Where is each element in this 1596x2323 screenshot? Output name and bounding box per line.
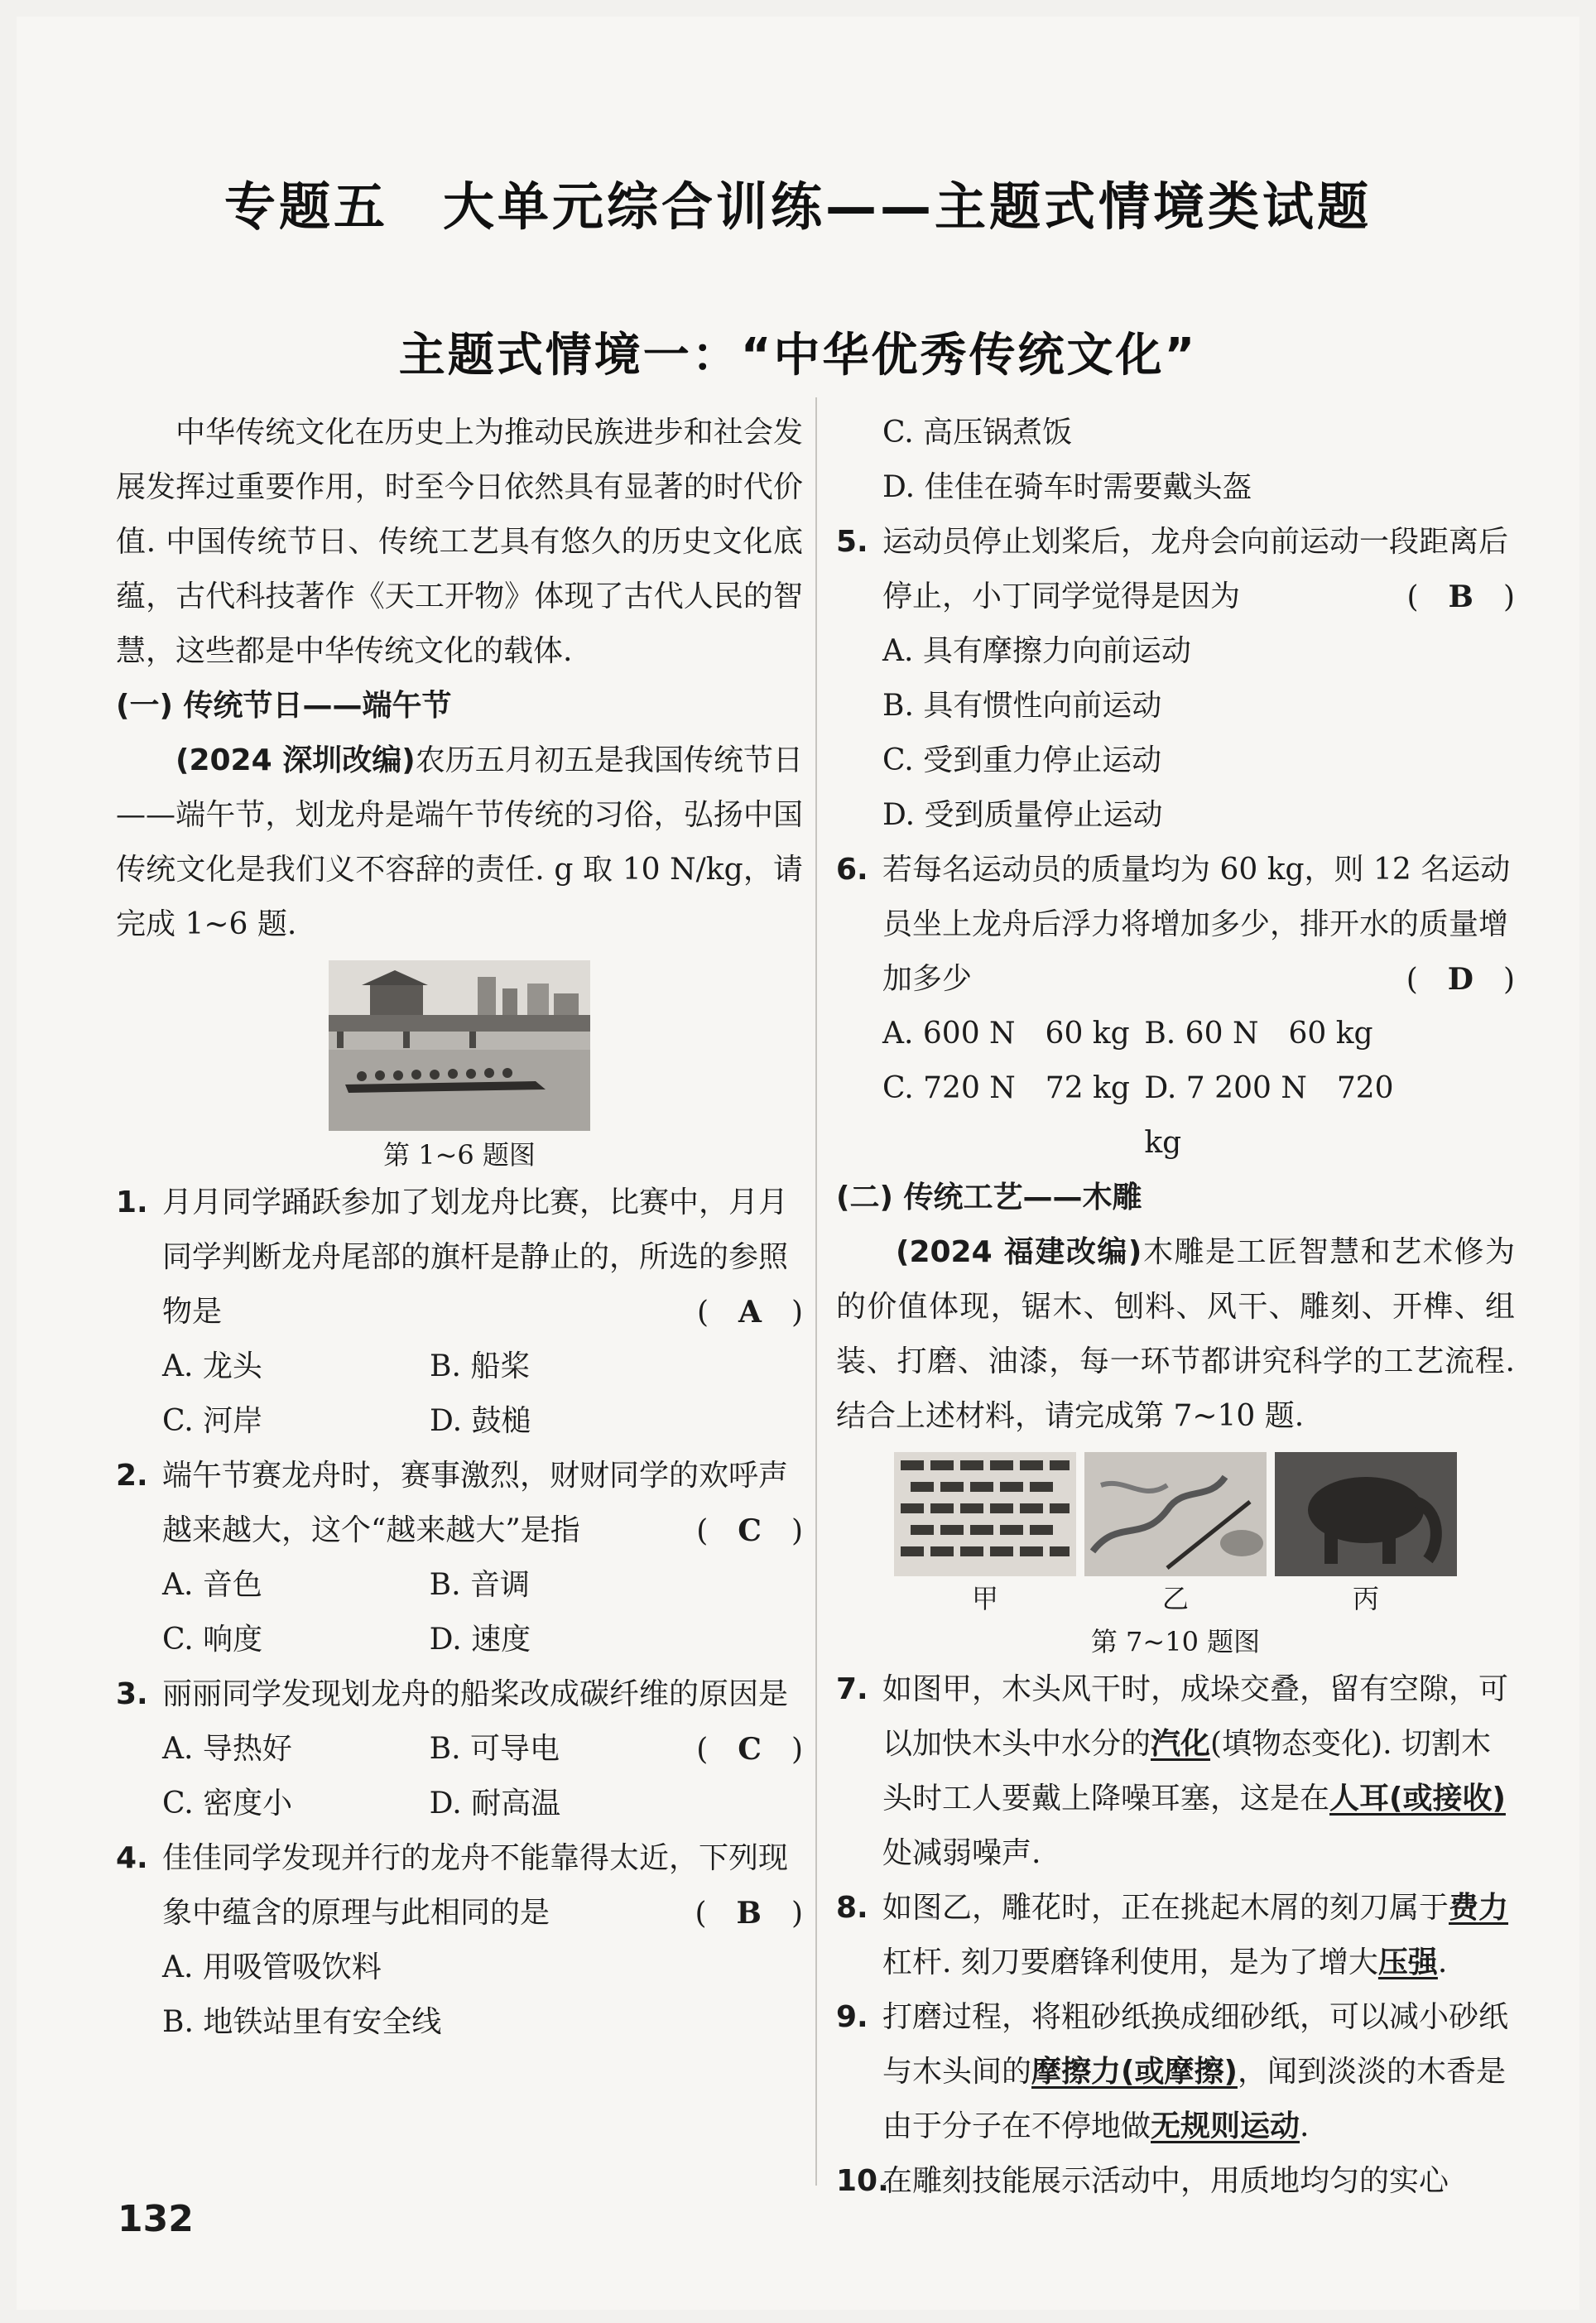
question-stem: 端午节赛龙舟时，赛事激烈，财财同学的欢呼声越来越大，这个“越来越大”是指 <box>162 1459 789 1547</box>
figure-jia-stacked-wood <box>894 1452 1076 1576</box>
question-text: 如图乙，雕花时，正在挑起木屑的刻刀属于 <box>882 1891 1449 1925</box>
question-text: 打磨过程，将粗砂纸换成细砂纸，可以减小砂纸与木头间的 <box>882 2000 1509 2089</box>
question-text: . <box>1300 2109 1310 2143</box>
question-text: 杠杆. 刻刀要磨锋利使用，是为了增大 <box>882 1945 1378 1979</box>
question-4 <box>116 1831 803 1941</box>
answer-bracket: ( D ) <box>1406 962 1515 997</box>
fill-answer: 摩擦力(或摩擦) <box>1031 2055 1238 2089</box>
section1-text: 农历五月初五是我国传统节日——端午节，划龙舟是端午节传统的习俗，弘扬中国传统文化是我们义不容辞的责任. g 取 10 N/kg，请完成 1~6 题. <box>116 743 803 941</box>
figure-caption-7-10: 第 7~10 题图 <box>1090 1626 1261 1657</box>
figure-label-yi: 乙 <box>1161 1583 1190 1614</box>
section1-paragraph <box>116 733 803 952</box>
option: C. 受到重力停止运动 <box>882 743 1162 777</box>
question-9 <box>836 1990 1515 2154</box>
option: C. 河岸 <box>162 1404 263 1438</box>
option: B. 具有惯性向前运动 <box>882 689 1162 723</box>
source-tag: (2024 福建改编) <box>896 1235 1142 1269</box>
question-stem: 佳佳同学发现并行的龙舟不能靠得太近，下列现象中蕴含的原理与此相同的是 <box>162 1841 789 1930</box>
answer-bracket: ( C ) <box>696 1513 803 1548</box>
question-2 <box>116 1449 803 1558</box>
question-10 <box>836 2154 1515 2209</box>
page-number: 132 <box>118 2198 194 2240</box>
question-number: 1. <box>116 1186 148 1219</box>
answer-letter: B <box>736 1896 762 1931</box>
answer-bracket: ( C ) <box>696 1732 803 1767</box>
question-8 <box>836 1881 1515 1990</box>
question-number: 7. <box>836 1672 868 1706</box>
option: B. 60 N 60 kg <box>1144 1017 1373 1051</box>
question-text: . <box>1437 1945 1448 1979</box>
section-subtitle: 主题式情境一：“中华优秀传统文化” <box>398 329 1198 382</box>
fill-answer: 汽化 <box>1151 1727 1211 1761</box>
figure-caption-1-6: 第 1~6 题图 <box>383 1139 536 1171</box>
option: D. 速度 <box>429 1623 531 1657</box>
question-stem: 运动员停止划桨后，龙舟会向前运动一段距离后停止，小丁同学觉得是因为 <box>882 525 1509 613</box>
question-6 <box>836 843 1515 1007</box>
question-number: 2. <box>116 1459 148 1493</box>
answer-bracket: ( B ) <box>695 1896 803 1931</box>
question-1 <box>116 1176 803 1339</box>
question-text: 如图甲，木头风干时，成垛交叠，留有空隙，可以加快木头中水分的 <box>882 1672 1509 1761</box>
question-5 <box>836 515 1515 624</box>
option: A. 用吸管吸饮料 <box>162 1950 382 1984</box>
question-number: 6. <box>836 853 868 887</box>
options-q3 <box>116 1722 696 1831</box>
option: A. 导热好 <box>162 1732 292 1766</box>
section-heading-woodcarving: (二) 传统工艺——木雕 <box>836 1181 1142 1214</box>
option: B. 音调 <box>429 1568 530 1602</box>
answer-letter: A <box>738 1295 762 1330</box>
option: A. 音色 <box>162 1568 262 1602</box>
answer-letter: D <box>1447 962 1473 997</box>
section2-text: 木雕是工匠智慧和艺术修为的价值体现，锯木、刨料、风干、雕刻、开榫、组装、打磨、油漆，每一环节都讲究科学的工艺流程. 结合上述材料，请完成第 7~10 题. <box>836 1235 1515 1433</box>
option: A. 600 N 60 kg <box>882 1017 1130 1051</box>
fill-answer: 压强 <box>1377 1945 1438 1979</box>
question-number: 8. <box>836 1891 868 1925</box>
question-stem: 若每名运动员的质量均为 60 kg，则 12 名运动员坐上龙舟后浮力将增加多少，排开水的质量增加多少 <box>882 853 1511 996</box>
section2-paragraph <box>836 1225 1515 1444</box>
option: A. 具有摩擦力向前运动 <box>882 634 1191 668</box>
option: D. 受到质量停止运动 <box>882 798 1163 832</box>
option: B. 地铁站里有安全线 <box>162 2005 442 2039</box>
right-column <box>836 406 1515 2209</box>
option: D. 佳佳在骑车时需要戴头盔 <box>882 470 1252 504</box>
question-number: 3. <box>116 1677 148 1711</box>
options-q2 <box>116 1558 696 1667</box>
figure-label-bing: 丙 <box>1352 1583 1380 1614</box>
dragon-boat-photo <box>329 960 590 1131</box>
answer-bracket: ( B ) <box>1406 580 1515 614</box>
question-text: 处减弱噪声. <box>882 1836 1041 1870</box>
column-divider <box>815 397 817 2186</box>
option: D. 耐高温 <box>429 1787 561 1820</box>
option: B. 可导电 <box>429 1732 560 1766</box>
fill-answer: 人耳(或接收) <box>1329 1782 1506 1816</box>
fill-answer: 费力 <box>1449 1891 1509 1925</box>
option: D. 鼓槌 <box>429 1404 531 1438</box>
figure-label-jia: 甲 <box>971 1583 999 1614</box>
answer-letter: B <box>1448 580 1473 614</box>
intro-paragraph: 中华传统文化在历史上为推动民族进步和社会发展发挥过重要作用，时至今日依然具有显著的时代价值. 中国传统节日、传统工艺具有悠久的历史文化底蕴，古代科技著作《天工开物》体现了古代人民的智慧，这些都是中华传统文化的载体. <box>116 416 803 668</box>
question-stem: 丽丽同学发现划龙舟的船桨改成碳纤维的原因是 <box>162 1677 789 1711</box>
question-text: (填物态变化). 切割木头时工人要戴上降噪耳塞，这是在 <box>882 1727 1492 1816</box>
options-q6 <box>836 1007 1406 1171</box>
answer-letter: C <box>738 1513 762 1548</box>
fill-answer: 无规则运动 <box>1151 2109 1300 2143</box>
figure-bing-elephant-carving <box>1275 1452 1457 1576</box>
option: C. 高压锅煮饭 <box>882 416 1073 450</box>
question-7 <box>836 1662 1515 1881</box>
options-q1 <box>116 1339 697 1449</box>
option: B. 船桨 <box>429 1349 531 1383</box>
figure-yi-carving <box>1084 1452 1267 1576</box>
option: D. 7 200 N 720 kg <box>1144 1071 1394 1160</box>
option: C. 720 N 72 kg <box>882 1071 1130 1105</box>
question-stem: 月月同学踊跃参加了划龙舟比赛，比赛中，月月同学判断龙舟尾部的旗杆是静止的，所选的参照物是 <box>162 1186 789 1329</box>
left-column <box>116 406 803 2050</box>
question-text: ，闻到淡淡的木香是由于分子在不停地做 <box>882 2055 1506 2143</box>
section-heading-festival: (一) 传统节日——端午节 <box>116 689 452 723</box>
answer-bracket: ( A ) <box>696 1295 803 1330</box>
question-number: 9. <box>836 2000 868 2034</box>
question-number: 5. <box>836 525 868 559</box>
question-stem: 在雕刻技能展示活动中，用质地均匀的实心 <box>882 2164 1449 2198</box>
source-tag: (2024 深圳改编) <box>175 743 416 777</box>
option: C. 响度 <box>162 1623 263 1657</box>
woodcarving-figures <box>894 1452 1457 1618</box>
answer-letter: C <box>738 1732 762 1767</box>
option: A. 龙头 <box>162 1349 262 1383</box>
option: C. 密度小 <box>162 1787 293 1820</box>
question-number: 4. <box>116 1841 148 1875</box>
question-number: 10. <box>836 2164 889 2198</box>
page-title: 专题五 大单元综合训练——主题式情境类试题 <box>224 176 1372 237</box>
